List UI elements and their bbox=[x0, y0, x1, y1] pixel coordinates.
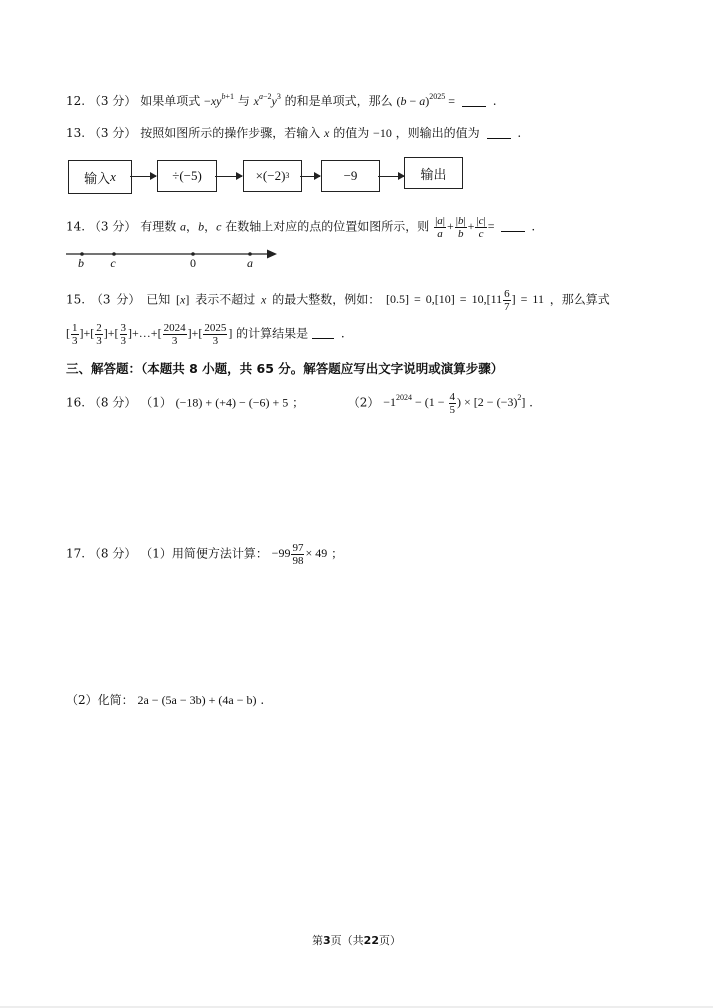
question-text: ，则输出的值为 bbox=[395, 126, 480, 140]
flow-label: 输入 bbox=[84, 171, 111, 187]
question-text: 的计算结果是 bbox=[236, 326, 309, 341]
question-15-expression bbox=[66, 322, 345, 347]
part-label: （1）用简便方法计算： bbox=[140, 546, 268, 561]
mixed-number-product: −99 $\frac{97}{98}$ × 49 bbox=[271, 542, 328, 567]
expression-2: $-1^{2024} - (1$ − $\frac{4}{5}$ ) × $[2 - (-3)^2]$ bbox=[383, 391, 526, 416]
separator: ， bbox=[186, 219, 199, 234]
question-text: . bbox=[260, 693, 265, 707]
axis-label-c: c bbox=[110, 256, 116, 270]
expression-1: (−18) + (+4) − (−6) + 5 bbox=[175, 395, 289, 410]
flow-variable: x bbox=[110, 169, 116, 184]
question-12 bbox=[66, 92, 497, 110]
question-text: 已知 bbox=[146, 292, 171, 307]
part-label: （2） bbox=[347, 395, 380, 410]
flow-arrow bbox=[378, 176, 404, 177]
question-score: （3 分） bbox=[88, 219, 137, 234]
question-score: （3 分） bbox=[90, 292, 141, 307]
question-14 bbox=[66, 215, 535, 240]
abs-fraction-sum: $\frac{|a|}{a}$ + $\frac{|b|}{b}$ + $\frac{|c|}{c}$ = bbox=[435, 215, 498, 240]
flow-arrow bbox=[300, 176, 320, 177]
question-text: 有理数 bbox=[140, 219, 177, 234]
question-number: 12. bbox=[66, 94, 86, 108]
question-text: 表示不超过 bbox=[195, 292, 256, 307]
question-number: 16. bbox=[66, 395, 86, 410]
total-pages: 22 bbox=[363, 934, 379, 947]
question-text: 按照如图所示的操作步骤，若输入 bbox=[140, 126, 321, 140]
axis-label-zero: 0 bbox=[190, 256, 196, 270]
floor-x: [x] bbox=[176, 292, 190, 307]
question-score: （8 分） bbox=[88, 546, 137, 561]
flow-box-input bbox=[68, 160, 132, 194]
question-text: 在数轴上对应的点的位置如图所示，则 bbox=[225, 219, 430, 234]
answer-blank bbox=[312, 326, 334, 339]
axis-label-b: b bbox=[78, 256, 84, 270]
footer-text: 页（共 bbox=[330, 934, 364, 947]
question-13 bbox=[66, 124, 521, 142]
question-text: . bbox=[531, 219, 536, 234]
question-score: （3 分） bbox=[88, 94, 137, 108]
page-number: 3 bbox=[323, 934, 331, 947]
question-text: . bbox=[492, 94, 497, 108]
question-text: ，那么算式 bbox=[549, 292, 610, 307]
flow-box-output bbox=[404, 157, 463, 189]
flow-box-divide bbox=[157, 160, 217, 192]
separator: ， bbox=[204, 219, 217, 234]
question-text: . bbox=[529, 395, 533, 410]
answer-blank bbox=[501, 219, 525, 232]
flow-box-subtract bbox=[321, 160, 380, 192]
simplify-expression: 2a − (5a − 3b) + (4a − b) bbox=[137, 693, 257, 707]
answer-blank bbox=[487, 126, 511, 139]
question-17-part-2 bbox=[66, 691, 264, 709]
question-score: （8 分） bbox=[88, 395, 137, 410]
var-b: b bbox=[198, 219, 205, 234]
question-text: . bbox=[340, 326, 345, 341]
variable-x: x bbox=[261, 292, 267, 307]
section-heading: 三、解答题：（本题共 8 小题，共 65 分。解答题应写出文字说明或演算步骤） bbox=[66, 361, 504, 376]
question-number: 14. bbox=[66, 219, 86, 234]
floor-examples: [0.5] = 0,[10] = 10,[11 $\frac{6}{7}$ ] = 11 bbox=[386, 288, 544, 313]
flow-box-multiply: ×(−2) 3 bbox=[243, 160, 302, 192]
question-text: 的值为 bbox=[333, 126, 370, 140]
part-label: （1） bbox=[140, 395, 172, 410]
input-value: −10 bbox=[373, 126, 392, 140]
page-footer bbox=[0, 932, 713, 948]
monomial-2: $x^{a-2}y^3$ bbox=[253, 92, 281, 108]
flow-arrow bbox=[130, 176, 156, 177]
question-text: 如果单项式 bbox=[140, 94, 201, 108]
question-number: 13. bbox=[66, 126, 86, 140]
question-number: 17. bbox=[66, 546, 86, 561]
flow-label: 输出 bbox=[420, 167, 447, 183]
question-number: 15. bbox=[66, 292, 86, 307]
footer-text: 第 bbox=[312, 934, 324, 947]
axis-label-a: a bbox=[247, 256, 253, 270]
separator: ； bbox=[331, 546, 344, 561]
power-expression: $(b - a)^{2025}$ = bbox=[396, 92, 456, 108]
variable-x: x bbox=[324, 126, 330, 140]
question-text: 与 bbox=[237, 94, 250, 108]
question-15 bbox=[66, 288, 610, 313]
flow-label: −9 bbox=[343, 168, 358, 183]
floor-sum-expression: [ $\frac{1}{3}$ ]+[ $\frac{2}{3}$ ]+[ $\frac{3}{3}$ ]+…+[ $\frac{2024}{3}$ ]+[ $\frac{2025}{3}$ ] bbox=[66, 322, 233, 347]
flow-label: ÷(−5) bbox=[172, 168, 202, 183]
part-label: （2）化简： bbox=[66, 693, 134, 707]
flow-label: ×(−2) bbox=[255, 168, 286, 183]
question-score: （3 分） bbox=[88, 126, 137, 140]
answer-blank bbox=[462, 94, 486, 107]
monomial-1: $-xy^{b+1}$ bbox=[204, 92, 234, 108]
question-17 bbox=[66, 542, 343, 567]
question-text: . bbox=[517, 126, 522, 140]
var-c: c bbox=[216, 219, 222, 234]
footer-text: 页） bbox=[378, 934, 401, 947]
question-text: 的和是单项式，那么 bbox=[284, 94, 393, 108]
question-text: 的最大整数，例如： bbox=[272, 292, 381, 307]
question-16 bbox=[66, 391, 533, 416]
var-a: a bbox=[180, 219, 187, 234]
number-line bbox=[66, 244, 281, 274]
separator: ； bbox=[292, 395, 305, 410]
flow-arrow bbox=[215, 176, 242, 177]
